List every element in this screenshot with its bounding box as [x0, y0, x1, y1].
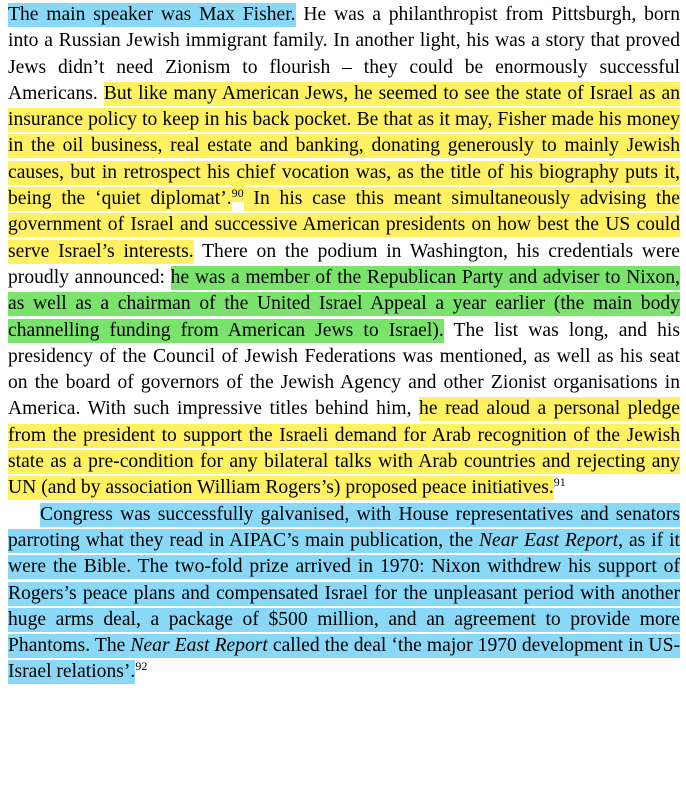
footnote-ref: 92 [135, 659, 148, 674]
body-text: The list was long, and his presidency of the Council of Jewish Federations was mentioned, as well as his seat on the board of governors of the Jewish Agency and other Zionist organisations in America. With such impressive titles behind him, [8, 319, 680, 420]
body-text: There on the podium in Washington, his credentials were proudly announced: [8, 240, 680, 288]
footnote-ref: 90 [231, 186, 244, 201]
highlighted-text: , as if it were the Bible. The two-fold prize arrived in 1970: Nixon withdrew his support of Rogers’s peace plans and compensated Israel for the unpleasant period with another huge arms deal, a package of $500 million, and an agreement to provide more Phantoms. The [8, 529, 680, 657]
highlighted-text: But like many American Jews, he seemed to see the state of Israel as an insurance policy to keep in his back pocket. Be that as it may, Fisher made his money in the oil business, real estate and banking, donating generously to mainly Jewish causes, but in retrospect his chief vocation was, as the title of his biography puts it, being the ‘quiet diplomat’. [8, 82, 680, 210]
footnote-ref: 91 [553, 475, 566, 490]
highlighted-text: he read aloud a personal pledge from the president to support the Israeli demand for Arab recognition of the Jewish state as a pre-condition for any bilateral talks with Arab countries and rejecting any UN (and by association William Rogers’s) proposed peace initiatives. [8, 398, 680, 499]
highlighted-text: Near East Report [130, 635, 268, 657]
highlighted-text: The main speaker was Max Fisher. [8, 4, 296, 25]
highlighted-text: Congress was successfully galvanised, with House representatives and senators parroting what they read in AIPAC’s main publication, the [8, 503, 680, 551]
highlighted-text: he was a member of the Republican Party and adviser to Nixon, as well as a chairman of the United Israel Appeal a year earlier (the main body channelling funding from American Jews to Israel). [8, 266, 680, 341]
body-text: He was a philanthropist from Pittsburgh, born into a Russian Jewish immigrant family. In another light, his was a story that proved Jews didn’t need Zionism to flourish – they could be enormously successful Americans. [8, 4, 680, 104]
paragraph [8, 502, 680, 686]
document-body [8, 2, 680, 686]
paragraph [8, 2, 680, 502]
highlighted-text: called the deal ‘the major 1970 development in US-Israel relations’. [8, 635, 680, 683]
highlighted-text: Near East Report [478, 529, 619, 551]
clipped-next-line [8, 788, 680, 802]
highlighted-text: In his case this meant simultaneously advising the government of Israel and successive American presidents on how best the US could serve Israel’s interests. [8, 188, 680, 262]
